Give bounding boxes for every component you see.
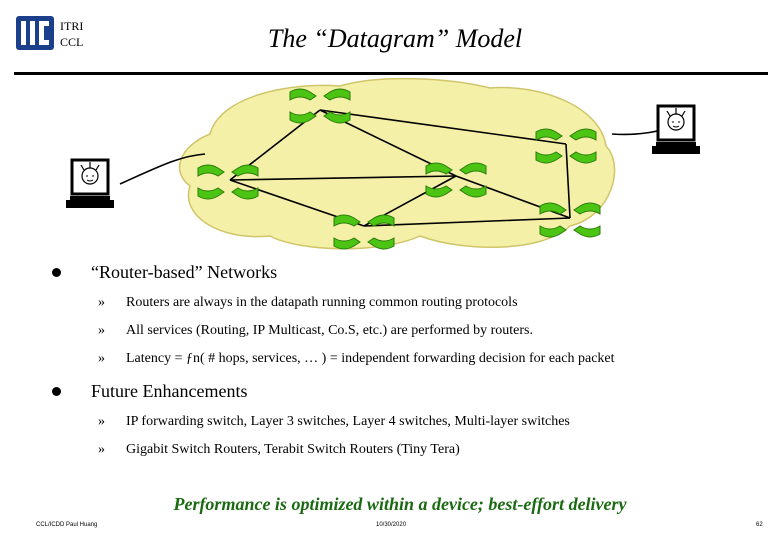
sub-text: IP forwarding switch, Layer 3 switches, Layer 4 switches, Multi-layer switches <box>126 414 570 429</box>
sub-marker: » <box>98 323 105 338</box>
title-divider <box>14 72 768 75</box>
bullet-2-label: Future Enhancements <box>91 381 248 401</box>
footer-author: CCL/ICDD Paul Huang <box>36 522 98 528</box>
sub-text: Gigabit Switch Routers, Terabit Switch Routers (Tiny Tera) <box>126 442 460 457</box>
bullet-dot <box>52 387 61 396</box>
bullet-1 <box>52 262 277 283</box>
sub-marker: » <box>98 442 105 457</box>
sub-text: All services (Routing, IP Multicast, Co.S, etc.) are performed by routers. <box>126 323 533 338</box>
org-line2: CCL <box>60 35 84 49</box>
bullet-2 <box>52 381 247 402</box>
sub-text: Latency = ƒn( # hops, services, … ) = independent forwarding decision for each packet <box>126 351 615 366</box>
bullet-1-sub-2 <box>98 323 533 339</box>
bullet-2-sub-1 <box>98 414 570 430</box>
bullet-dot <box>52 268 61 277</box>
network-diagram <box>0 76 780 256</box>
bullet-1-sub-3 <box>98 351 615 367</box>
org-line1: ITRI <box>60 19 84 33</box>
footer-page-number: 62 <box>756 522 763 528</box>
org-label <box>60 18 83 50</box>
page-title: The “Datagram” Model <box>267 24 523 53</box>
sub-marker: » <box>98 295 105 310</box>
computer-icon <box>652 106 700 154</box>
bullet-1-sub-1 <box>98 295 518 311</box>
network-cloud <box>180 79 615 249</box>
computer-icon <box>66 160 114 208</box>
itri-logo <box>16 16 54 50</box>
tagline: Performance is optimized within a device; best-effort delivery <box>173 494 627 514</box>
bullet-1-label: “Router-based” Networks <box>91 262 278 282</box>
bullet-2-sub-2 <box>98 442 460 458</box>
sub-text: Routers are always in the datapath running common routing protocols <box>126 295 518 310</box>
sub-marker: » <box>98 414 105 429</box>
footer-date: 10/30/2020 <box>376 522 407 528</box>
sub-marker: » <box>98 351 105 366</box>
